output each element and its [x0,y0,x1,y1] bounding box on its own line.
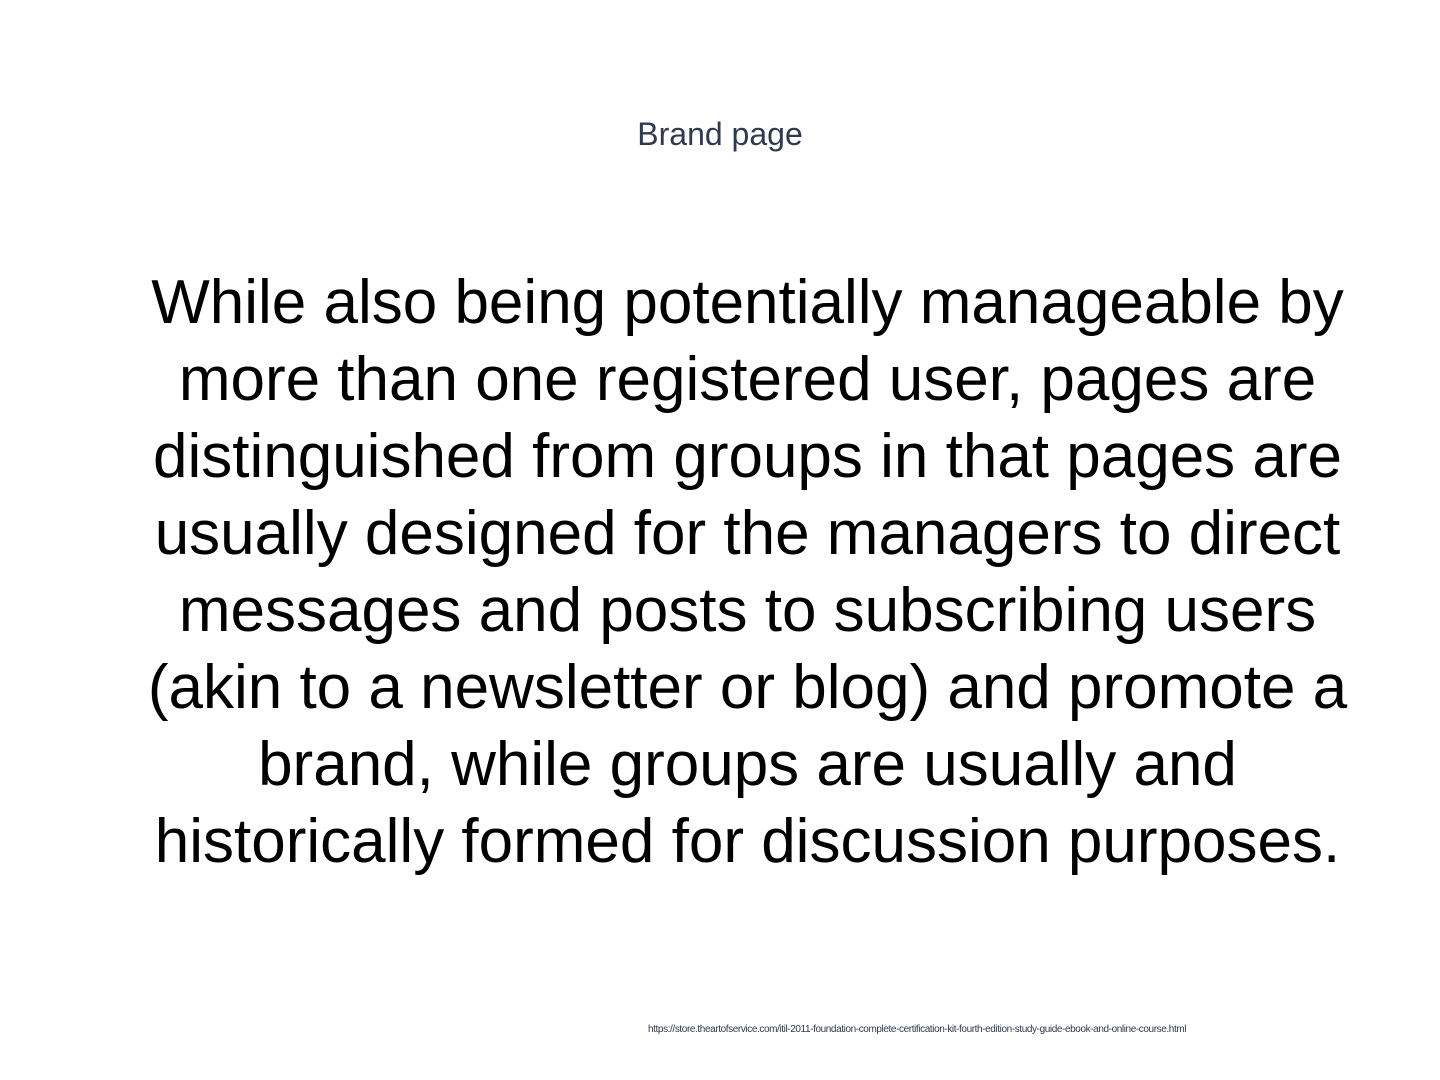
slide-title: Brand page [637,116,803,152]
footer-source-url: https://store.theartofservice.com/itil-2011-foundation-complete-certification-kit-fourth-edition-study-guide-ebook-and-online-course.html [648,1024,1187,1035]
slide-body-text: While also being potentially manageable by more than one registered user, pages are distinguished from groups in that pages are usually designed for the managers to direct messages and posts to subscribing users (akin to a newsletter or blog) and promote a brand, while groups are usually and historically formed for discussion purposes. [147,268,1348,876]
